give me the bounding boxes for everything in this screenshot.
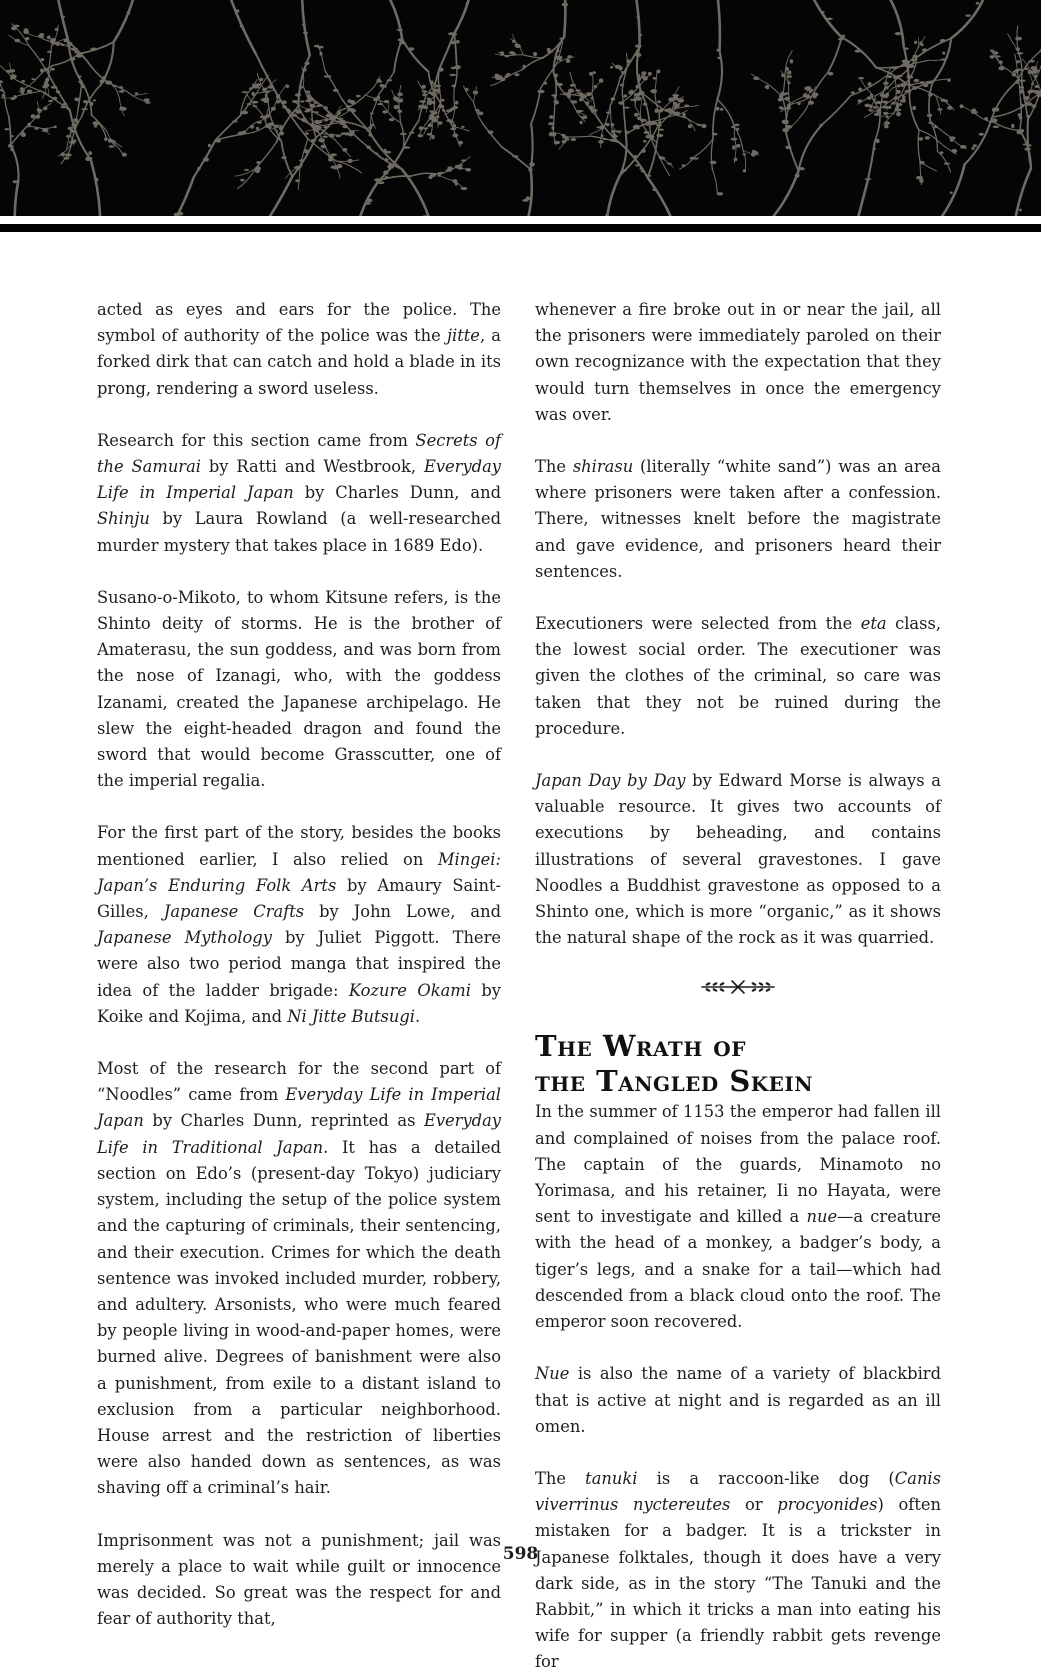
paragraph bbox=[97, 585, 501, 795]
right-column bbox=[535, 297, 941, 1676]
italic-text: Shinju bbox=[97, 509, 150, 528]
text-run: by Charles Dunn, reprinted as bbox=[144, 1111, 424, 1130]
paragraph bbox=[535, 454, 941, 585]
text-run: acted as eyes and ears for the police. The symbol of authority of the police was the bbox=[97, 300, 501, 345]
text-run: The bbox=[535, 1469, 585, 1488]
text-run: The bbox=[535, 457, 573, 476]
italic-text: procyonides bbox=[777, 1495, 877, 1514]
italic-text: Everyday Life in Imperial Japan bbox=[97, 1085, 501, 1130]
text-run: , a forked dirk that can catch and hold a blade in its prong, rendering a sword useless. bbox=[97, 326, 501, 397]
text-run: —a creature with the head of a monkey, a badger’s body, a tiger’s legs, and a snake for a tail—which had descended from a black cloud onto the roof. The emperor soon recovered. bbox=[535, 1207, 941, 1331]
header-rule-gap bbox=[0, 216, 1041, 224]
italic-text: jitte bbox=[447, 326, 480, 345]
heading-line-2: the Tangled Skein bbox=[535, 1064, 813, 1098]
tangled-branches-pattern bbox=[0, 0, 1041, 216]
italic-text: nue bbox=[806, 1207, 837, 1226]
paragraph bbox=[97, 297, 501, 402]
text-run: is a raccoon-like dog ( bbox=[637, 1469, 894, 1488]
text-run: For the first part of the story, besides the books mentioned earlier, I also relied on bbox=[97, 823, 501, 868]
left-column bbox=[97, 297, 501, 1632]
text-run: whenever a fire broke out in or near the jail, all the prisoners were immediately paroled on their own recognizance with the expectation that they would turn themselves in once the emergency was over. bbox=[535, 300, 941, 424]
paragraph bbox=[535, 611, 941, 742]
italic-text: Nue bbox=[535, 1364, 569, 1383]
text-run: by Koike and Kojima, and bbox=[97, 981, 501, 1026]
text-run: by Edward Morse is always a valuable resource. It gives two accounts of executions by beheading, and contains illustrations of several gravestones. I gave Noodles a Buddhist gravestone as opposed to a Shinto one, which is more “organic,” as it shows the natural shape of the rock as it was quarried. bbox=[535, 771, 941, 947]
text-run: by Amaury Saint-Gilles, bbox=[97, 876, 501, 921]
text-run: Executioners were selected from the bbox=[535, 614, 861, 633]
text-run: . It has a detailed section on Edo’s (present-day Tokyo) judiciary system, including the setup of the police system and the capturing of criminals, their sentencing, and their execution. Crimes for which the death sentence was invoked included murder, robbery, and adultery. Arsonists, who were much feared by people living in wood-and-paper homes, were burned alive. Degrees of banishment were also a punishment, from exile to a distant island to exclusion from a particular neighborhood. House arrest and the restriction of liberties were also handed down as sentences, as was shaving off a criminal’s hair. bbox=[97, 1138, 501, 1498]
paragraph bbox=[97, 428, 501, 559]
paragraph bbox=[535, 1361, 941, 1440]
text-run: . bbox=[415, 1007, 420, 1026]
italic-text: Kozure Okami bbox=[349, 981, 471, 1000]
paragraph bbox=[535, 1099, 941, 1335]
italic-text: Secrets of the Samurai bbox=[97, 431, 501, 476]
italic-text: Mingei: Japan’s Enduring Folk Arts bbox=[97, 850, 501, 895]
text-run: by Laura Rowland (a well-researched murder mystery that takes place in 1689 Edo). bbox=[97, 509, 501, 554]
text-run: class, the lowest social order. The executioner was given the clothes of the criminal, so care was taken that they not be ruined during the procedure. bbox=[535, 614, 941, 738]
fleuron-ornament-icon bbox=[698, 977, 778, 997]
paragraph bbox=[535, 297, 941, 428]
text-run: ) often mistaken for a badger. It is a trickster in Japanese folktales, though it does have a very dark side, as in the story “The Tanuki and the Rabbit,” in which it tricks a man into eating his wife for supper (a friendly rabbit gets revenge for bbox=[535, 1495, 941, 1671]
text-run: In the summer of 1153 the emperor had fallen ill and complained of noises from the palace roof. The captain of the guards, Minamoto no Yorimasa, and his retainer, Ii no Hayata, were sent to investigate and killed a bbox=[535, 1102, 941, 1226]
paragraph bbox=[535, 1466, 941, 1676]
text-run: by John Lowe, and bbox=[304, 902, 501, 921]
italic-text: eta bbox=[861, 614, 887, 633]
header-rule bbox=[0, 224, 1041, 232]
italic-text: Japanese Mythology bbox=[97, 928, 272, 947]
text-run: by Charles Dunn, and bbox=[294, 483, 501, 502]
text-run: or bbox=[730, 1495, 777, 1514]
paragraph bbox=[97, 820, 501, 1030]
italic-text: Japanese Crafts bbox=[164, 902, 304, 921]
header-banner bbox=[0, 0, 1041, 216]
page-number: 598 bbox=[0, 1544, 1041, 1564]
text-run: by Juliet Piggott. There were also two period manga that inspired the idea of the ladder brigade: bbox=[97, 928, 501, 999]
heading-line-1: The Wrath of bbox=[535, 1029, 746, 1063]
italic-text: Japan Day by Day bbox=[535, 771, 685, 790]
text-run: by Ratti and Westbrook, bbox=[201, 457, 424, 476]
italic-text: shirasu bbox=[573, 457, 633, 476]
section-heading bbox=[535, 1029, 941, 1099]
italic-text: Everyday Life in Traditional Japan bbox=[97, 1111, 501, 1156]
text-run: Susano-o-Mikoto, to whom Kitsune refers, is the Shinto deity of storms. He is the brother of Amaterasu, the sun goddess, and was born from the nose of Izanagi, who, with the goddess Izanami, created the Japanese archipelago. He slew the eight-headed dragon and found the sword that would become Grasscutter, one of the imperial regalia. bbox=[97, 588, 501, 790]
italic-text: Everyday Life in Imperial Japan bbox=[97, 457, 501, 502]
italic-text: Ni Jitte Butsugi bbox=[287, 1007, 415, 1026]
paragraph bbox=[535, 768, 941, 951]
italic-text: Canis viverrinus nyctereutes bbox=[535, 1469, 941, 1514]
paragraph bbox=[97, 1056, 501, 1501]
italic-text: tanuki bbox=[585, 1469, 637, 1488]
text-run: Research for this section came from bbox=[97, 431, 415, 450]
text-run: (literally “white sand”) was an area where prisoners were taken after a confession. There, witnesses knelt before the magistrate and gave evidence, and prisoners heard their sentences. bbox=[535, 457, 941, 581]
text-run: Most of the research for the second part of “Noodles” came from bbox=[97, 1059, 501, 1104]
text-run: Imprisonment was not a punishment; jail was merely a place to wait while guilt or innocence was decided. So great was the respect for and fear of authority that, bbox=[97, 1531, 501, 1629]
text-run: is also the name of a variety of blackbird that is active at night and is regarded as an ill omen. bbox=[535, 1364, 941, 1435]
